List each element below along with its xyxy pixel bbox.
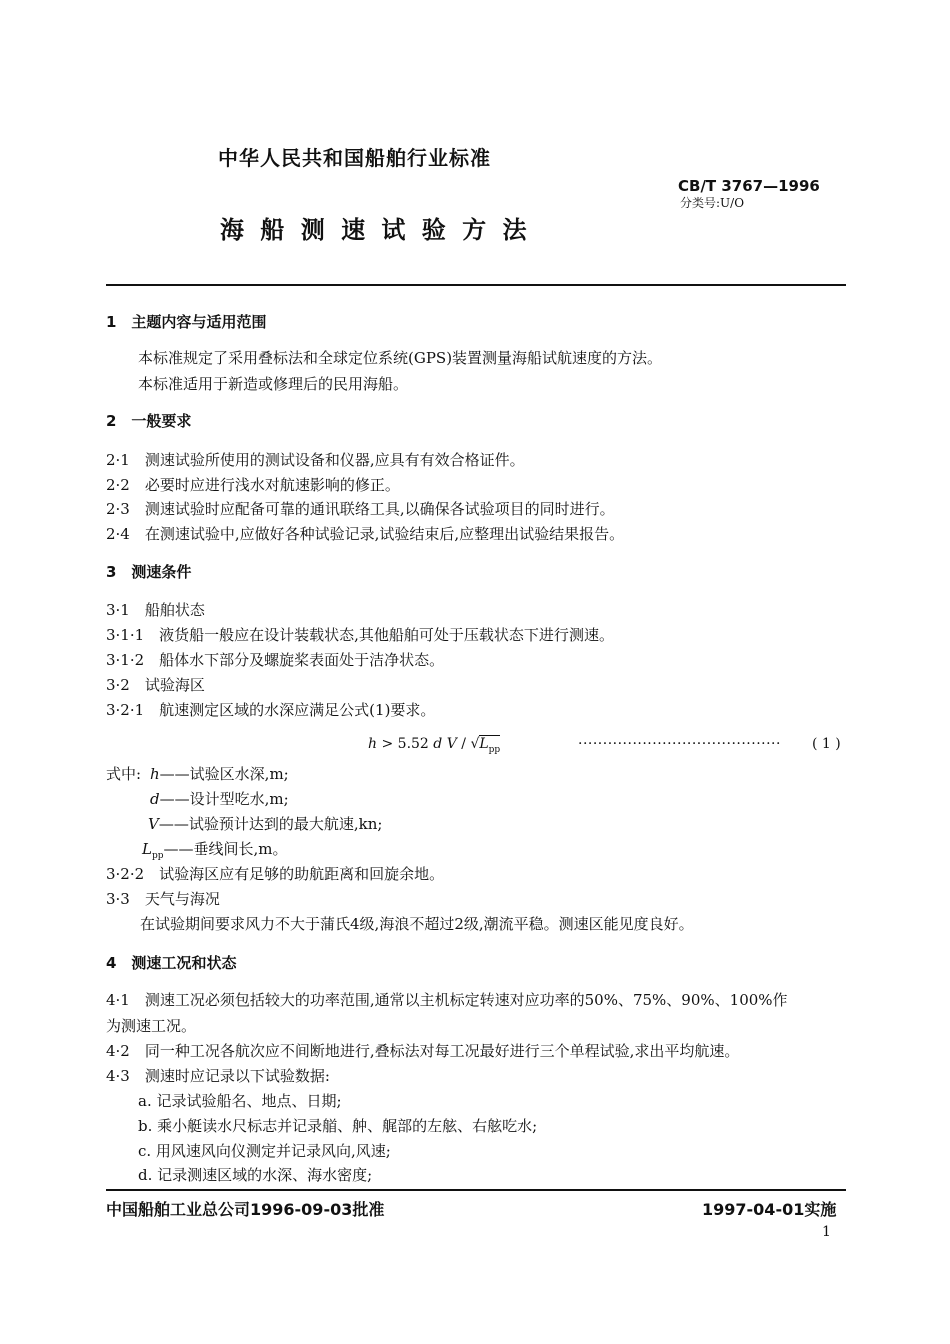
list-item-d: d. 记录测速区域的水深、海水密度; <box>138 1166 373 1184</box>
clause-4-3: 4·3 测速时应记录以下试验数据: <box>106 1067 330 1085</box>
clause-3-2-1: 3·2·1 航速测定区域的水深应满足公式(1)要求。 <box>106 701 436 719</box>
var-symbol: L <box>142 840 152 858</box>
effective-date: 1997-04-01实施 <box>702 1200 837 1219</box>
clause-3-1-1: 3·1·1 液货船一般应在设计装载状态,其他船舶可处于压载状态下进行测速。 <box>106 626 614 644</box>
clause-3-2-2: 3·2·2 试验海区应有足够的助航距离和回旋余地。 <box>106 865 445 883</box>
clause-4-1-line-1: 4·1 测速工况必须包括较大的功率范围,通常以主机标定转速对应功率的50%、75%、90%、100%作 <box>106 991 788 1009</box>
clause-3-3-text: 在试验期间要求风力不大于蒲氏4级,海浪不超过2级,潮流平稳。测速区能见度良好。 <box>140 915 694 933</box>
section-1-heading: 1 主题内容与适用范围 <box>106 313 267 331</box>
page-number: 1 <box>822 1224 831 1240</box>
section-3-heading: 3 测速条件 <box>106 563 192 581</box>
var-symbol: d <box>150 790 160 808</box>
var-lpp-row <box>142 839 288 866</box>
org-title: 中华人民共和国船舶行业标准 <box>218 146 491 170</box>
clause-2-1: 2·1 测速试验所使用的测试设备和仪器,应具有有效合格证件。 <box>106 451 525 469</box>
list-item-a: a. 记录试验船名、地点、日期; <box>138 1092 342 1110</box>
header-rule <box>106 284 846 286</box>
var-symbol: V <box>148 815 159 833</box>
formula-h: h <box>368 736 378 752</box>
clause-4-2: 4·2 同一种工况各航次应不间断地进行,叠标法对每工况最好进行三个单程试验,求出平均航速。 <box>106 1042 740 1060</box>
section-2-heading: 2 一般要求 <box>106 412 192 430</box>
var-h-row <box>150 764 289 784</box>
var-d-row <box>150 789 289 809</box>
formula-1 <box>368 736 500 755</box>
section-1-para-1: 本标准规定了采用叠标法和全球定位系统(GPS)装置测量海船试航速度的方法。 <box>138 349 663 367</box>
section-4-heading: 4 测速工况和状态 <box>106 954 237 972</box>
var-desc: ——设计型吃水,m; <box>159 790 289 808</box>
clause-2-4: 2·4 在测速试验中,应做好各种试验记录,试验结束后,应整理出试验结果报告。 <box>106 525 625 543</box>
var-desc: ——垂线间长,m。 <box>163 840 288 858</box>
approval-line: 中国船舶工业总公司1996-09-03批准 <box>106 1200 385 1219</box>
var-desc: ——试验区水深,m; <box>159 765 289 783</box>
formula-number: ( 1 ) <box>812 736 841 752</box>
clause-2-2: 2·2 必要时应进行浅水对航速影响的修正。 <box>106 476 400 494</box>
var-v-row <box>148 814 382 834</box>
clause-3-1-2: 3·1·2 船体水下部分及螺旋桨表面处于洁净状态。 <box>106 651 445 669</box>
list-item-b: b. 乘小艇读水尺标志并记录艏、舯、艉部的左舷、右舷吃水; <box>138 1117 538 1135</box>
formula-operator: > 5.52 <box>377 736 434 752</box>
var-desc: ——试验预计达到的最大航速,kn; <box>158 815 383 833</box>
formula-l-subscript: pp <box>488 744 501 755</box>
clause-3-3: 3·3 天气与海况 <box>106 890 220 908</box>
standard-number: CB/T 3767—1996 <box>678 177 820 195</box>
formula-leader-dots: ········································· <box>578 736 781 752</box>
var-symbol: h <box>150 765 160 783</box>
footer-rule <box>106 1189 846 1191</box>
formula-l: L <box>479 736 489 752</box>
section-1-para-2: 本标准适用于新造或修理后的民用海船。 <box>138 375 409 393</box>
clause-2-3: 2·3 测速试验时应配备可靠的通讯联络工具,以确保各试验项目的同时进行。 <box>106 500 615 518</box>
formula-d: d <box>433 736 443 752</box>
var-subscript: pp <box>151 851 164 861</box>
where-label: 式中: <box>106 765 142 783</box>
clause-3-2: 3·2 试验海区 <box>106 676 205 694</box>
classification-number: 分类号:U/O <box>680 196 745 210</box>
list-item-c: c. 用风速风向仪测定并记录风向,风速; <box>138 1142 391 1160</box>
clause-4-1-line-2: 为测速工况。 <box>106 1017 197 1035</box>
clause-3-1: 3·1 船舶状态 <box>106 601 205 619</box>
document-title: 海 船 测 速 试 验 方 法 <box>220 216 531 244</box>
sqrt-sign: √ <box>470 736 480 752</box>
formula-slash: / <box>456 736 471 752</box>
formula-v: V <box>442 736 457 752</box>
